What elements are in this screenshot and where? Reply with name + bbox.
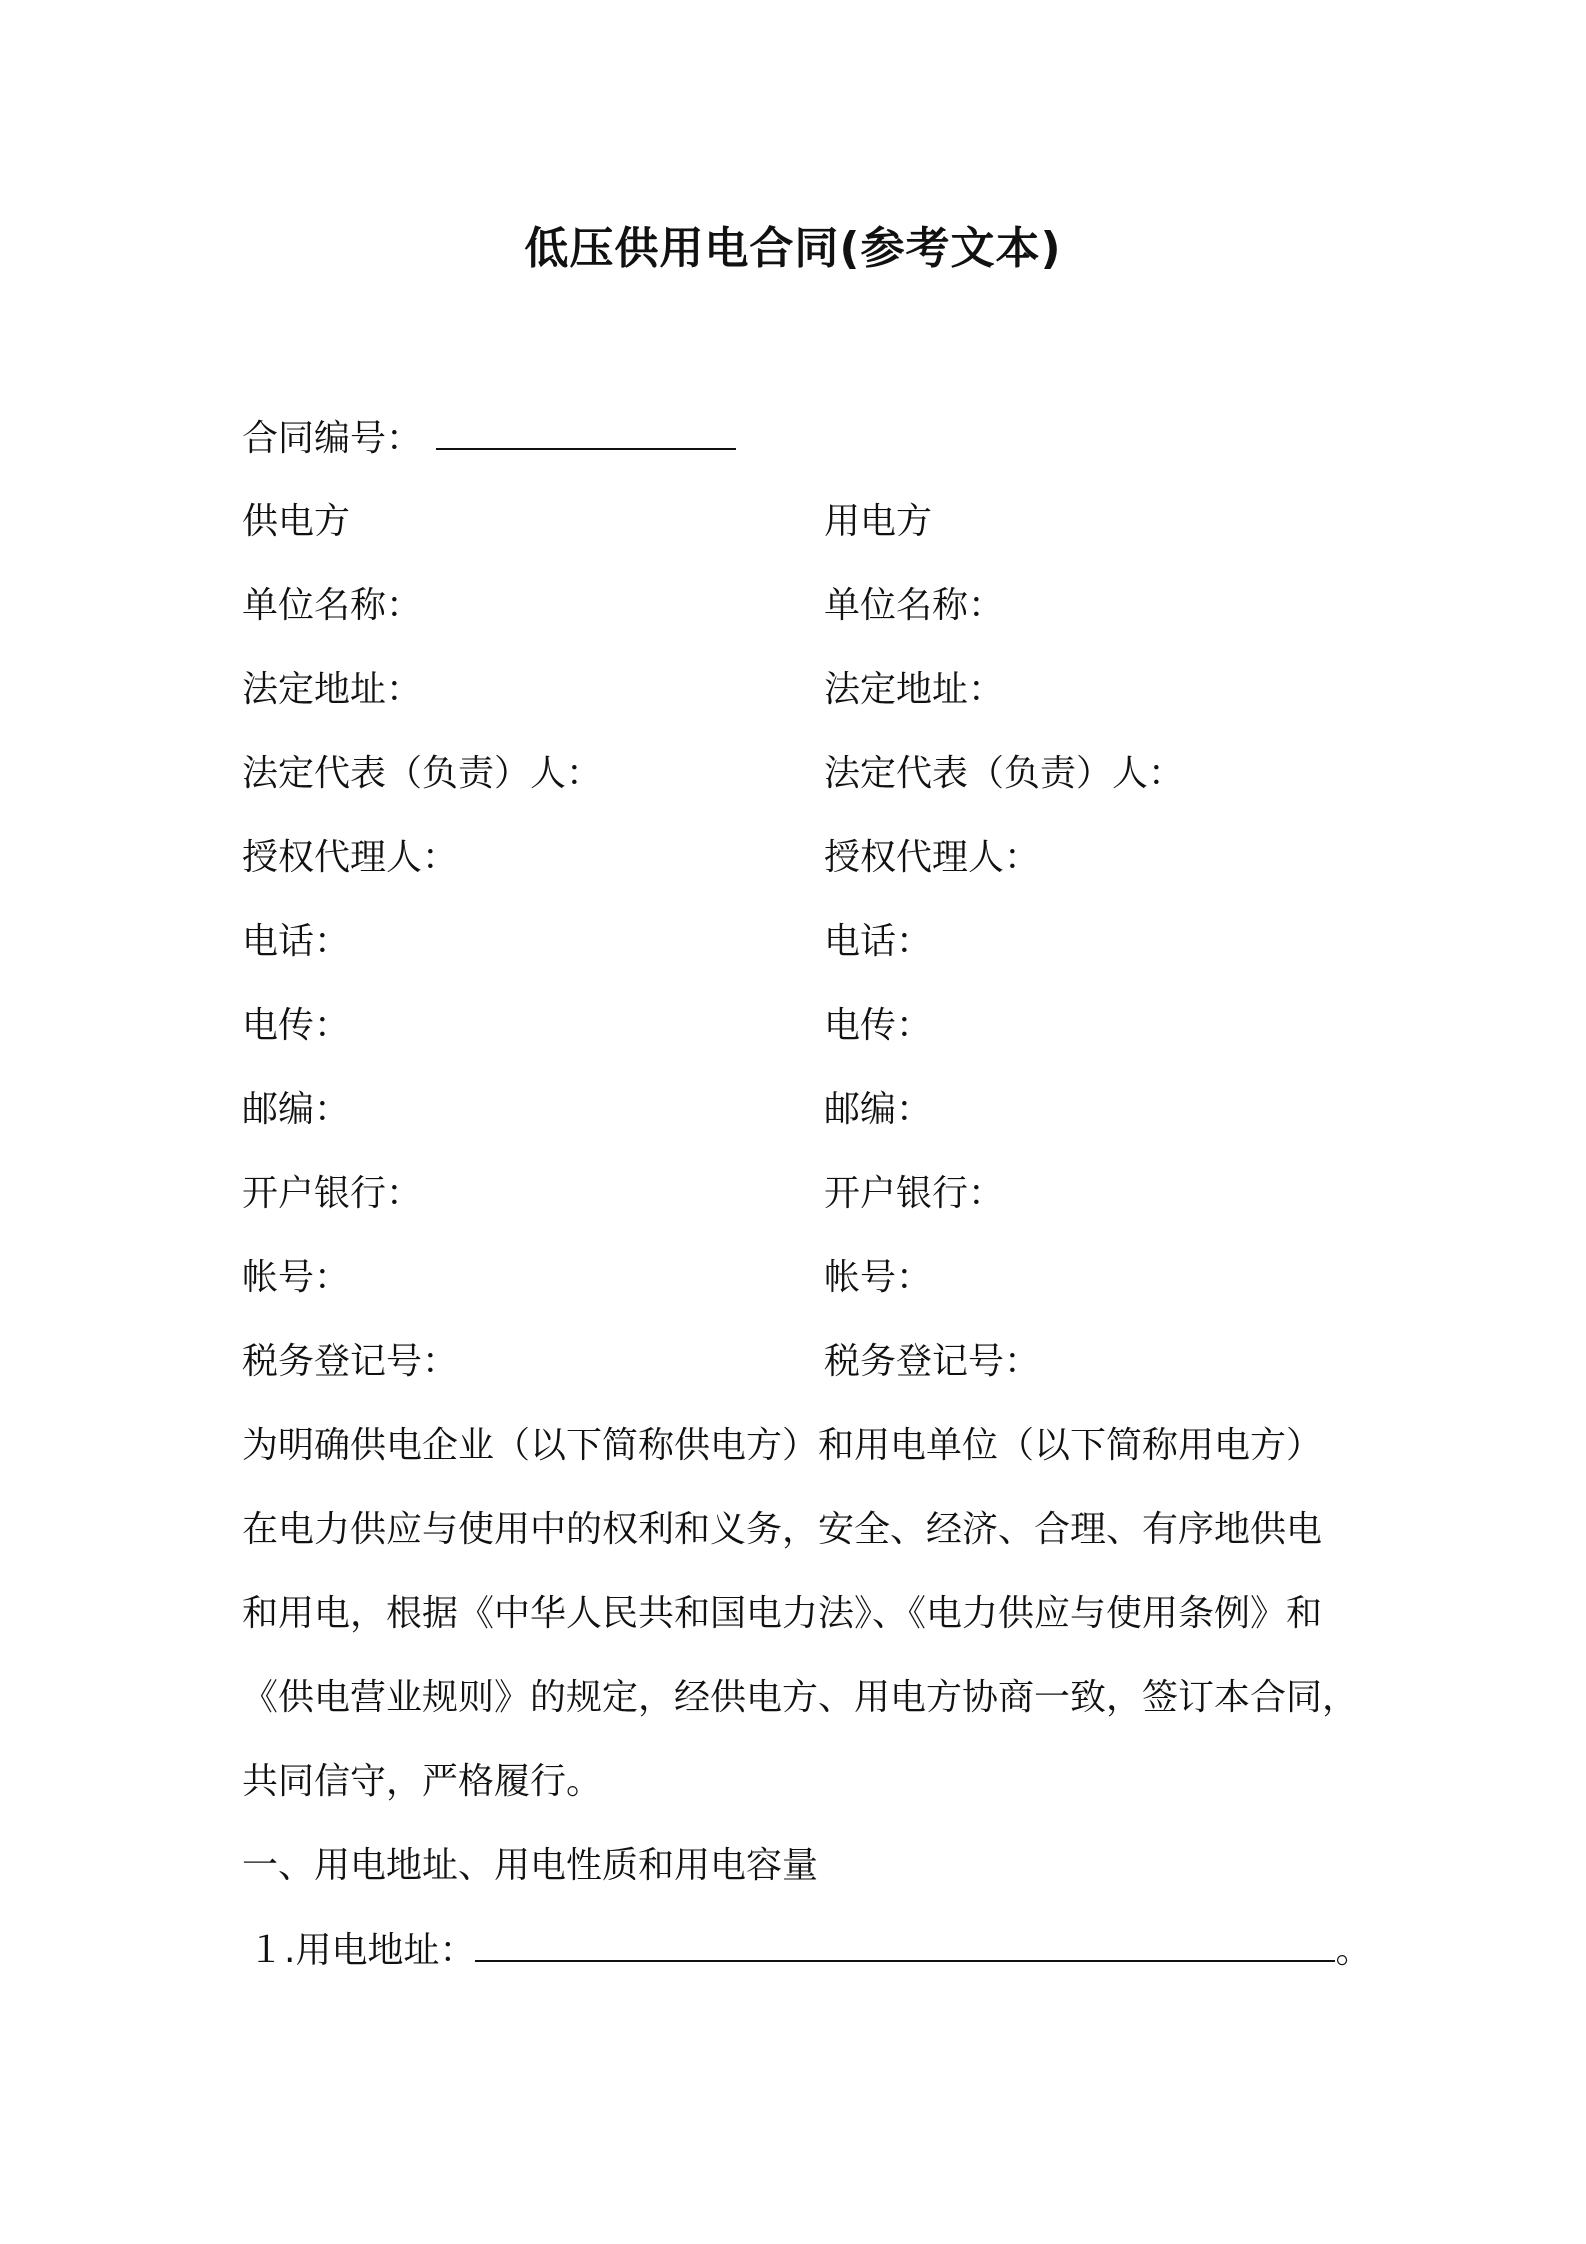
supplier-field-tax-id: 税务登记号： [242,1341,459,1382]
consumer-field-postcode: 邮编： [824,1089,933,1130]
consumer-heading: 用电方 [824,501,933,542]
supplier-field-telex: 电传： [242,1005,351,1046]
usage-address-blank [475,1926,1335,1962]
preamble-line: 和用电，根据《中华人民共和国电力法》、《电力供应与使用条例》和 [242,1593,1323,1634]
item-one-end-mark: 。 [1335,1930,1372,1971]
preamble-line: 为明确供电企业（以下简称供电方）和用电单位（以下简称用电方） [242,1425,1323,1466]
supplier-heading: 供电方 [242,501,351,542]
contract-number-label: 合同编号： [242,418,423,459]
preamble-line: 《供电营业规则》的规定，经供电方、用电方协商一致，签订本合同， [242,1677,1359,1718]
contract-number-blank [436,414,736,450]
consumer-field-bank: 开户银行： [824,1173,1005,1214]
consumer-field-legal-representative: 法定代表（负责）人： [824,753,1185,794]
item-one-number: １. [248,1930,296,1971]
supplier-field-postcode: 邮编： [242,1089,351,1130]
consumer-field-legal-address: 法定地址： [824,669,1005,710]
supplier-field-unit-name: 单位名称： [242,585,423,626]
consumer-field-account: 帐号： [824,1257,933,1298]
supplier-field-authorized-agent: 授权代理人： [242,837,459,878]
supplier-field-legal-representative: 法定代表（负责）人： [242,753,603,794]
supplier-field-phone: 电话： [242,921,351,962]
preamble-line: 共同信守，严格履行。 [242,1761,603,1802]
supplier-field-bank: 开户银行： [242,1173,423,1214]
consumer-field-authorized-agent: 授权代理人： [824,837,1041,878]
consumer-field-phone: 电话： [824,921,933,962]
preamble-line: 在电力供应与使用中的权利和义务，安全、经济、合理、有序地供电 [242,1509,1323,1550]
consumer-field-tax-id: 税务登记号： [824,1341,1041,1382]
item-one-row [248,1926,1371,1975]
consumer-field-unit-name: 单位名称： [824,585,1005,626]
supplier-field-legal-address: 法定地址： [242,669,423,710]
page-title: 低压供用电合同(参考文本) [524,223,1062,274]
consumer-field-telex: 电传： [824,1005,933,1046]
section-one-heading: 一、用电地址、用电性质和用电容量 [242,1845,819,1886]
contract-number-row [242,414,736,463]
supplier-field-account: 帐号： [242,1257,351,1298]
item-one-label: 用电地址： [295,1930,476,1971]
